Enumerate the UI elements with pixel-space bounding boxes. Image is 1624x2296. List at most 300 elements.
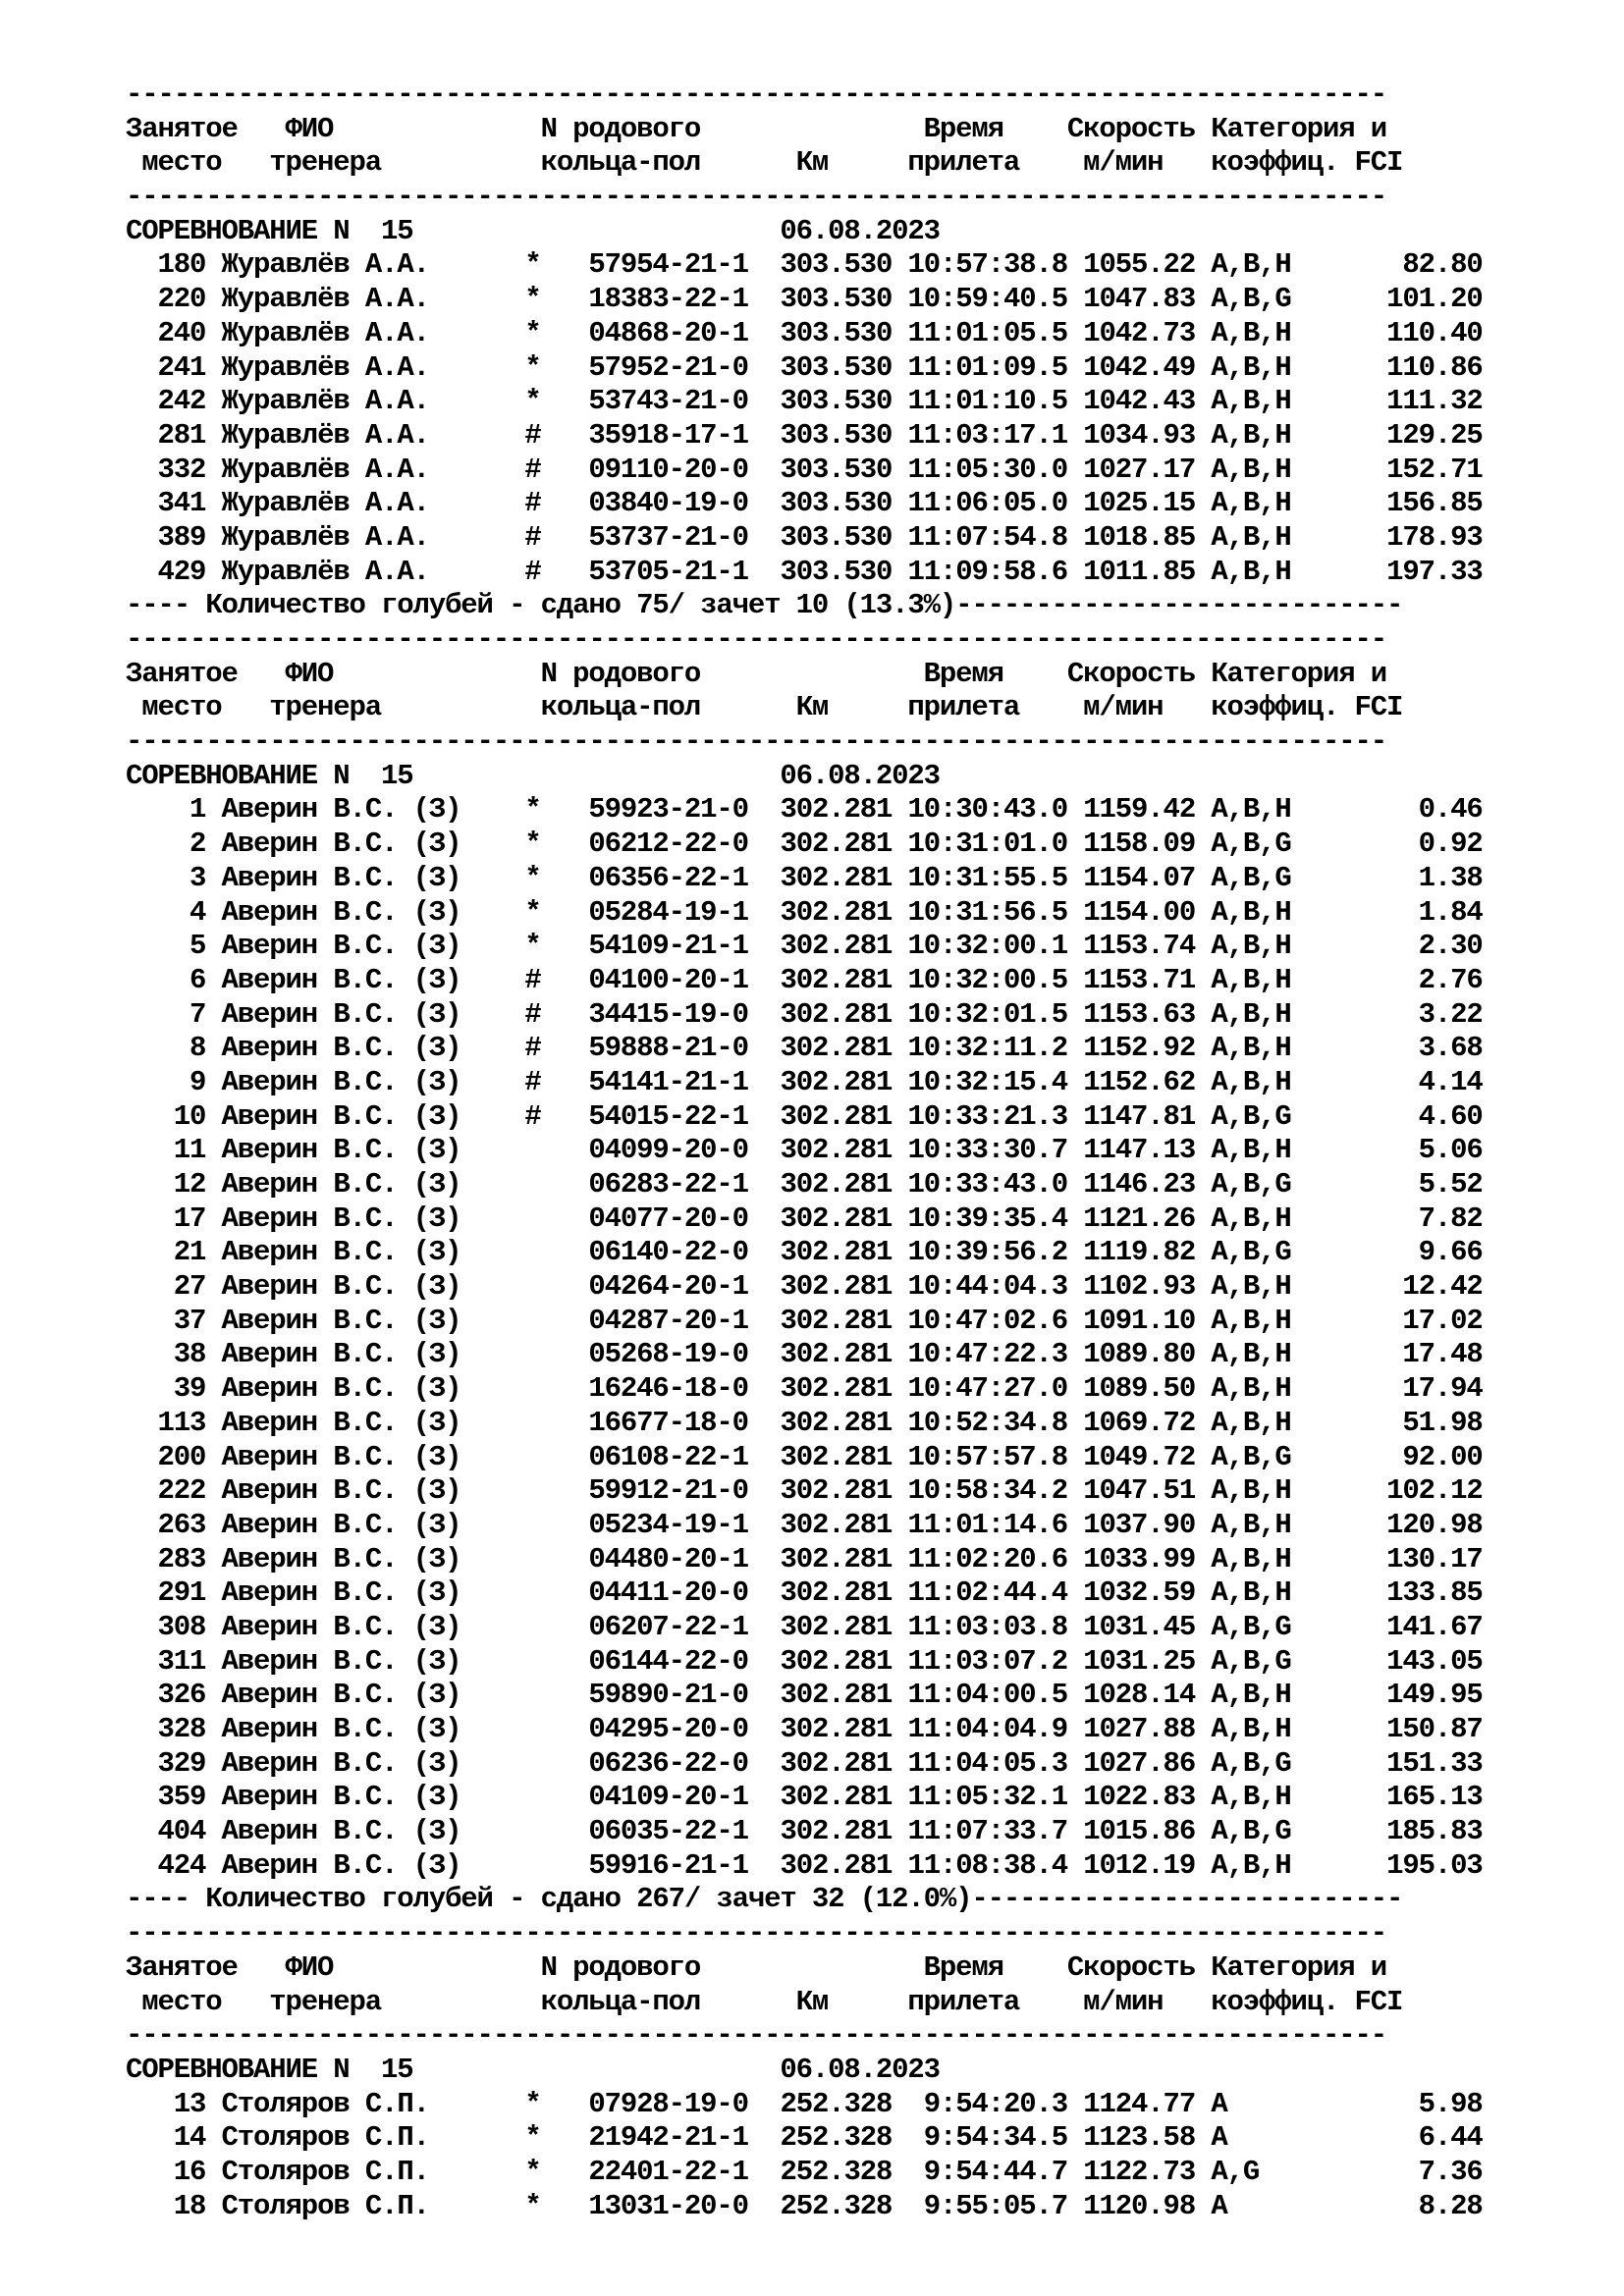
result-row xyxy=(126,828,1598,862)
competition-title: СОРЕВНОВАНИЕ N 15 xyxy=(126,759,413,792)
category-cell: A xyxy=(1211,2189,1307,2222)
trainer-cell: Журавлёв А.А. xyxy=(221,283,510,316)
time-cell: 9:55:05.7 xyxy=(907,2189,1068,2222)
fci-cell: 156.85 xyxy=(1323,487,1483,520)
fci-cell: 110.40 xyxy=(1323,316,1483,349)
km-cell: 303.530 xyxy=(780,487,893,520)
category-cell: A,B,H xyxy=(1211,963,1307,996)
time-cell: 10:32:00.5 xyxy=(907,963,1068,996)
category-cell: A,B,G xyxy=(1211,283,1307,316)
ring-cell: 05268-19-0 xyxy=(588,1338,748,1371)
ring-cell: 04868-20-1 xyxy=(588,316,748,349)
speed-cell: 1027.88 xyxy=(1083,1713,1196,1745)
ring-cell: 06108-22-1 xyxy=(588,1440,748,1473)
mark-cell xyxy=(524,1407,540,1439)
km-cell: 302.281 xyxy=(780,1610,893,1643)
ring-cell: 09110-20-0 xyxy=(588,453,748,486)
separator-line: ------------------------------------------------------------------------------- xyxy=(126,623,1386,656)
category-cell: A,B,G xyxy=(1211,1746,1307,1780)
km-cell: 302.281 xyxy=(780,1746,893,1780)
ring-cell: 16246-18-0 xyxy=(588,1372,748,1406)
category-cell: A,B,H xyxy=(1211,1134,1307,1167)
fci-cell: 133.85 xyxy=(1323,1576,1483,1610)
result-row xyxy=(126,1236,1598,1270)
time-cell: 11:03:07.2 xyxy=(907,1644,1068,1678)
result-row xyxy=(126,1372,1598,1407)
trainer-cell: Аверин В.С. (З) xyxy=(221,1713,510,1745)
speed-cell: 1153.71 xyxy=(1083,963,1196,996)
category-cell: A,B,H xyxy=(1211,1781,1307,1814)
place-cell: 389 xyxy=(141,520,206,554)
result-row xyxy=(126,896,1598,931)
place-cell: 5 xyxy=(141,930,206,963)
fci-cell: 12.42 xyxy=(1323,1270,1483,1304)
mark-cell: * xyxy=(524,2155,541,2188)
trainer-cell: Аверин В.С. (З) xyxy=(221,1304,510,1337)
trainer-cell: Журавлёв А.А. xyxy=(221,248,510,282)
trainer-cell: Аверин В.С. (З) xyxy=(221,1474,510,1508)
fci-cell: 17.02 xyxy=(1323,1304,1483,1337)
speed-cell: 1034.93 xyxy=(1083,418,1196,452)
time-cell: 11:06:05.0 xyxy=(907,487,1068,520)
km-cell: 302.281 xyxy=(780,1474,893,1508)
trainer-cell: Столяров С.П. xyxy=(221,2087,510,2120)
speed-cell: 1089.50 xyxy=(1083,1372,1196,1406)
speed-cell: 1042.49 xyxy=(1083,350,1196,384)
place-cell: 113 xyxy=(141,1406,206,1439)
header-line-1: Занятое ФИО N родового Время Скорость Категория и xyxy=(126,1950,1386,1984)
km-cell: 302.281 xyxy=(780,1406,893,1439)
time-cell: 11:01:10.5 xyxy=(907,385,1068,418)
time-cell: 10:52:34.8 xyxy=(907,1406,1068,1439)
mark-cell xyxy=(524,1236,540,1268)
category-cell: A,B,H xyxy=(1211,930,1307,963)
result-row xyxy=(126,1679,1598,1713)
fci-cell: 4.14 xyxy=(1323,1065,1483,1098)
summary-line: ---- Количество голубей - сдано 75/ зачет 10 (13.3%)---------------------------- xyxy=(126,589,1403,622)
result-row xyxy=(126,1338,1598,1372)
result-row xyxy=(126,2088,1598,2122)
category-cell: A,B,H xyxy=(1211,1542,1307,1575)
time-cell: 10:47:27.0 xyxy=(907,1372,1068,1406)
mark-cell: * xyxy=(524,283,541,316)
separator-line: ------------------------------------------------------------------------------- xyxy=(126,1917,1386,1950)
result-row xyxy=(126,317,1598,351)
result-row xyxy=(126,862,1598,896)
category-cell: A,G xyxy=(1211,2155,1307,2188)
speed-cell: 1159.42 xyxy=(1083,793,1196,827)
ring-cell: 22401-22-1 xyxy=(588,2155,748,2188)
fci-cell: 0.92 xyxy=(1323,828,1483,861)
trainer-cell: Столяров С.П. xyxy=(221,2189,510,2222)
place-cell: 200 xyxy=(141,1440,206,1473)
ring-cell: 04480-20-1 xyxy=(588,1542,748,1575)
competition-title-line xyxy=(126,760,1598,794)
trainer-cell: Аверин В.С. (З) xyxy=(221,793,510,827)
result-row xyxy=(126,1168,1598,1202)
km-cell: 303.530 xyxy=(780,555,893,588)
time-cell: 10:31:56.5 xyxy=(907,895,1068,929)
mark-cell: * xyxy=(524,2087,541,2120)
ring-cell: 34415-19-0 xyxy=(588,997,748,1031)
km-cell: 302.281 xyxy=(780,828,893,861)
ring-cell: 04295-20-0 xyxy=(588,1713,748,1745)
time-cell: 11:01:05.5 xyxy=(907,316,1068,349)
ring-cell: 06207-22-1 xyxy=(588,1610,748,1643)
place-cell: 39 xyxy=(141,1372,206,1406)
category-cell: A xyxy=(1211,2121,1307,2155)
result-row xyxy=(126,998,1598,1033)
time-cell: 11:08:38.4 xyxy=(907,1848,1068,1882)
km-cell: 303.530 xyxy=(780,453,893,486)
time-cell: 10:44:04.3 xyxy=(907,1270,1068,1304)
summary-line: ---- Количество голубей - сдано 267/ зачет 32 (12.0%)--------------------------- xyxy=(126,1883,1403,1916)
mark-cell xyxy=(524,1134,540,1166)
place-cell: 281 xyxy=(141,418,206,452)
mark-cell xyxy=(524,1679,540,1711)
km-cell: 302.281 xyxy=(780,895,893,929)
ring-cell: 07928-19-0 xyxy=(588,2087,748,2120)
result-row xyxy=(126,1032,1598,1066)
place-cell: 27 xyxy=(141,1270,206,1304)
speed-cell: 1154.00 xyxy=(1083,895,1196,929)
speed-cell: 1153.74 xyxy=(1083,930,1196,963)
category-cell: A,B,H xyxy=(1211,1372,1307,1406)
result-row xyxy=(126,2156,1598,2190)
place-cell: 14 xyxy=(141,2121,206,2155)
trainer-cell: Столяров С.П. xyxy=(221,2121,510,2155)
result-row xyxy=(126,521,1598,556)
speed-cell: 1032.59 xyxy=(1083,1576,1196,1610)
speed-cell: 1089.80 xyxy=(1083,1338,1196,1371)
category-cell: A,B,H xyxy=(1211,453,1307,486)
ring-cell: 57954-21-1 xyxy=(588,248,748,282)
ring-cell: 06212-22-0 xyxy=(588,828,748,861)
fci-cell: 6.44 xyxy=(1323,2121,1483,2155)
km-cell: 302.281 xyxy=(780,1848,893,1882)
place-cell: 13 xyxy=(141,2087,206,2120)
speed-cell: 1025.15 xyxy=(1083,487,1196,520)
ring-cell: 13031-20-0 xyxy=(588,2189,748,2222)
speed-cell: 1102.93 xyxy=(1083,1270,1196,1304)
km-cell: 302.281 xyxy=(780,1644,893,1678)
category-cell: A,B,H xyxy=(1211,1474,1307,1508)
competition-date: 06.08.2023 xyxy=(780,759,940,792)
speed-cell: 1153.63 xyxy=(1083,997,1196,1031)
ring-cell: 04411-20-0 xyxy=(588,1576,748,1610)
place-cell: 1 xyxy=(141,793,206,827)
category-cell: A,B,H xyxy=(1211,1576,1307,1610)
fci-cell: 141.67 xyxy=(1323,1610,1483,1643)
ring-cell: 54015-22-1 xyxy=(588,1099,748,1133)
fci-cell: 120.98 xyxy=(1323,1508,1483,1541)
fci-cell: 2.76 xyxy=(1323,963,1483,996)
ring-cell: 54141-21-1 xyxy=(588,1065,748,1098)
place-cell: 326 xyxy=(141,1679,206,1712)
trainer-cell: Аверин В.С. (З) xyxy=(221,1542,510,1575)
ring-cell: 54109-21-1 xyxy=(588,930,748,963)
mark-cell xyxy=(524,1338,540,1370)
km-cell: 302.281 xyxy=(780,1099,893,1133)
category-cell: A,B,H xyxy=(1211,385,1307,418)
mark-cell xyxy=(524,1509,540,1541)
place-cell: 242 xyxy=(141,385,206,418)
fci-cell: 197.33 xyxy=(1323,555,1483,588)
category-cell: A,B,H xyxy=(1211,316,1307,349)
result-row xyxy=(126,1305,1598,1339)
fci-cell: 143.05 xyxy=(1323,1644,1483,1678)
time-cell: 10:47:02.6 xyxy=(907,1304,1068,1337)
category-cell: A,B,G xyxy=(1211,828,1307,861)
km-cell: 302.281 xyxy=(780,1440,893,1473)
time-cell: 10:59:40.5 xyxy=(907,283,1068,316)
time-cell: 11:02:20.6 xyxy=(907,1542,1068,1575)
fci-cell: 3.22 xyxy=(1323,997,1483,1031)
category-cell: A,B,H xyxy=(1211,1201,1307,1235)
place-cell: 429 xyxy=(141,555,206,588)
mark-cell xyxy=(524,1270,540,1303)
km-cell: 302.281 xyxy=(780,930,893,963)
place-cell: 11 xyxy=(141,1134,206,1167)
ring-cell: 04077-20-0 xyxy=(588,1201,748,1235)
mark-cell: # xyxy=(524,555,541,588)
speed-cell: 1022.83 xyxy=(1083,1781,1196,1814)
trainer-cell: Аверин В.С. (З) xyxy=(221,1781,510,1814)
ring-cell: 59888-21-0 xyxy=(588,1032,748,1065)
time-cell: 10:32:15.4 xyxy=(907,1065,1068,1098)
km-cell: 302.281 xyxy=(780,997,893,1031)
place-cell: 3 xyxy=(141,861,206,894)
ring-cell: 05284-19-1 xyxy=(588,895,748,929)
mark-cell: * xyxy=(524,895,541,929)
result-row xyxy=(126,964,1598,998)
separator-line: ------------------------------------------------------------------------------- xyxy=(126,79,1386,111)
trainer-cell: Аверин В.С. (З) xyxy=(221,1508,510,1541)
category-cell: A,B,H xyxy=(1211,1508,1307,1541)
fci-cell: 8.28 xyxy=(1323,2189,1483,2222)
category-cell: A,B,H xyxy=(1211,1338,1307,1371)
place-cell: 240 xyxy=(141,316,206,349)
result-row xyxy=(126,283,1598,317)
category-cell: A,B,H xyxy=(1211,555,1307,588)
time-cell: 10:32:00.1 xyxy=(907,930,1068,963)
ring-cell: 04264-20-1 xyxy=(588,1270,748,1304)
ring-cell: 04100-20-1 xyxy=(588,963,748,996)
place-cell: 17 xyxy=(141,1201,206,1235)
place-cell: 180 xyxy=(141,248,206,282)
ring-cell: 16677-18-0 xyxy=(588,1406,748,1439)
result-row xyxy=(126,1713,1598,1747)
time-cell: 11:03:03.8 xyxy=(907,1610,1068,1643)
km-cell: 302.281 xyxy=(780,793,893,827)
km-cell: 302.281 xyxy=(780,1304,893,1337)
place-cell: 7 xyxy=(141,997,206,1031)
fci-cell: 9.66 xyxy=(1323,1236,1483,1269)
time-cell: 10:33:21.3 xyxy=(907,1099,1068,1133)
fci-cell: 17.48 xyxy=(1323,1338,1483,1371)
ring-cell: 05234-19-1 xyxy=(588,1508,748,1541)
result-row xyxy=(126,2190,1598,2224)
time-cell: 11:07:33.7 xyxy=(907,1815,1068,1848)
result-row xyxy=(126,793,1598,828)
speed-cell: 1027.17 xyxy=(1083,453,1196,486)
result-row xyxy=(126,1100,1598,1135)
result-row xyxy=(126,930,1598,964)
place-cell: 404 xyxy=(141,1815,206,1848)
km-cell: 252.328 xyxy=(780,2155,893,2188)
mark-cell: * xyxy=(524,930,541,963)
competition-title: СОРЕВНОВАНИЕ N 15 xyxy=(126,2053,413,2086)
trainer-cell: Аверин В.С. (З) xyxy=(221,1270,510,1304)
place-cell: 21 xyxy=(141,1236,206,1269)
speed-cell: 1147.13 xyxy=(1083,1134,1196,1167)
time-cell: 11:04:00.5 xyxy=(907,1679,1068,1712)
fci-cell: 82.80 xyxy=(1323,248,1483,282)
time-cell: 11:01:14.6 xyxy=(907,1508,1068,1541)
competition-date: 06.08.2023 xyxy=(780,214,940,247)
ring-cell: 35918-17-1 xyxy=(588,418,748,452)
place-cell: 16 xyxy=(141,2155,206,2188)
fci-cell: 7.82 xyxy=(1323,1201,1483,1235)
km-cell: 302.281 xyxy=(780,1576,893,1610)
trainer-cell: Аверин В.С. (З) xyxy=(221,997,510,1031)
mark-cell xyxy=(524,1576,540,1609)
speed-cell: 1011.85 xyxy=(1083,555,1196,588)
mark-cell xyxy=(524,1168,540,1201)
fci-cell: 5.52 xyxy=(1323,1168,1483,1201)
header-line-2: место тренера кольца-пол Км прилета м/мин коэффиц. FCI xyxy=(126,691,1403,724)
mark-cell: * xyxy=(524,2121,541,2155)
result-row xyxy=(126,1781,1598,1815)
trainer-cell: Аверин В.С. (З) xyxy=(221,930,510,963)
time-cell: 11:02:44.4 xyxy=(907,1576,1068,1610)
result-row xyxy=(126,1645,1598,1680)
place-cell: 308 xyxy=(141,1610,206,1643)
category-cell: A xyxy=(1211,2087,1307,2120)
ring-cell: 57952-21-0 xyxy=(588,350,748,384)
speed-cell: 1146.23 xyxy=(1083,1168,1196,1201)
km-cell: 302.281 xyxy=(780,1781,893,1814)
trainer-cell: Аверин В.С. (З) xyxy=(221,1201,510,1235)
category-cell: A,B,H xyxy=(1211,793,1307,827)
mark-cell xyxy=(524,1202,540,1235)
place-cell: 10 xyxy=(141,1099,206,1133)
fci-cell: 111.32 xyxy=(1323,385,1483,418)
ring-cell: 04099-20-0 xyxy=(588,1134,748,1167)
result-row xyxy=(126,1509,1598,1543)
speed-cell: 1042.73 xyxy=(1083,316,1196,349)
place-cell: 37 xyxy=(141,1304,206,1337)
result-row xyxy=(126,1747,1598,1782)
km-cell: 303.530 xyxy=(780,350,893,384)
result-row xyxy=(126,1441,1598,1475)
speed-cell: 1015.86 xyxy=(1083,1815,1196,1848)
competition-date: 06.08.2023 xyxy=(780,2053,940,2086)
result-row xyxy=(126,351,1598,386)
trainer-cell: Журавлёв А.А. xyxy=(221,418,510,452)
speed-cell: 1033.99 xyxy=(1083,1542,1196,1575)
category-cell: A,B,G xyxy=(1211,1815,1307,1848)
trainer-cell: Аверин В.С. (З) xyxy=(221,1032,510,1065)
km-cell: 303.530 xyxy=(780,418,893,452)
category-cell: A,B,G xyxy=(1211,861,1307,894)
speed-cell: 1154.07 xyxy=(1083,861,1196,894)
mark-cell xyxy=(524,1747,540,1780)
category-cell: A,B,H xyxy=(1211,350,1307,384)
place-cell: 38 xyxy=(141,1338,206,1371)
mark-cell: # xyxy=(524,963,541,996)
trainer-cell: Журавлёв А.А. xyxy=(221,453,510,486)
time-cell: 10:39:35.4 xyxy=(907,1201,1068,1235)
speed-cell: 1119.82 xyxy=(1083,1236,1196,1269)
mark-cell xyxy=(524,1713,540,1745)
category-cell: A,B,H xyxy=(1211,1065,1307,1098)
km-cell: 252.328 xyxy=(780,2087,893,2120)
ring-cell: 59923-21-0 xyxy=(588,793,748,827)
mark-cell xyxy=(524,1611,540,1643)
result-row xyxy=(126,1849,1598,1884)
trainer-cell: Журавлёв А.А. xyxy=(221,350,510,384)
time-cell: 10:57:57.8 xyxy=(907,1440,1068,1473)
fci-cell: 1.84 xyxy=(1323,895,1483,929)
ring-cell: 53737-21-0 xyxy=(588,520,748,554)
fci-cell: 185.83 xyxy=(1323,1815,1483,1848)
result-row xyxy=(126,1543,1598,1577)
ring-cell: 59916-21-1 xyxy=(588,1848,748,1882)
km-cell: 302.281 xyxy=(780,1032,893,1065)
time-cell: 11:03:17.1 xyxy=(907,418,1068,452)
ring-cell: 03840-19-0 xyxy=(588,487,748,520)
category-cell: A,B,H xyxy=(1211,1406,1307,1439)
trainer-cell: Аверин В.С. (З) xyxy=(221,1644,510,1678)
mark-cell: # xyxy=(524,1065,541,1098)
fci-cell: 178.93 xyxy=(1323,520,1483,554)
trainer-cell: Аверин В.С. (З) xyxy=(221,1746,510,1780)
trainer-cell: Журавлёв А.А. xyxy=(221,555,510,588)
trainer-cell: Журавлёв А.А. xyxy=(221,316,510,349)
trainer-cell: Аверин В.С. (З) xyxy=(221,963,510,996)
mark-cell: # xyxy=(524,520,541,554)
time-cell: 9:54:34.5 xyxy=(907,2121,1068,2155)
trainer-cell: Аверин В.С. (З) xyxy=(221,1815,510,1848)
mark-cell xyxy=(524,1372,540,1405)
competition-title: СОРЕВНОВАНИЕ N 15 xyxy=(126,214,413,247)
ring-cell: 53743-21-0 xyxy=(588,385,748,418)
speed-cell: 1037.90 xyxy=(1083,1508,1196,1541)
speed-cell: 1028.14 xyxy=(1083,1679,1196,1712)
place-cell: 341 xyxy=(141,487,206,520)
mark-cell xyxy=(524,1474,540,1507)
ring-cell: 04109-20-1 xyxy=(588,1781,748,1814)
time-cell: 11:04:04.9 xyxy=(907,1713,1068,1745)
place-cell: 222 xyxy=(141,1474,206,1508)
place-cell: 4 xyxy=(141,895,206,929)
km-cell: 302.281 xyxy=(780,1168,893,1201)
km-cell: 302.281 xyxy=(780,1236,893,1269)
mark-cell: # xyxy=(524,1099,541,1133)
competition-title-line xyxy=(126,2054,1598,2088)
time-cell: 10:32:01.5 xyxy=(907,997,1068,1031)
place-cell: 9 xyxy=(141,1065,206,1098)
time-cell: 11:01:09.5 xyxy=(907,350,1068,384)
trainer-cell: Аверин В.С. (З) xyxy=(221,1679,510,1712)
speed-cell: 1031.25 xyxy=(1083,1644,1196,1678)
km-cell: 302.281 xyxy=(780,963,893,996)
ring-cell: 06356-22-1 xyxy=(588,861,748,894)
km-cell: 302.281 xyxy=(780,1372,893,1406)
speed-cell: 1091.10 xyxy=(1083,1304,1196,1337)
fci-cell: 101.20 xyxy=(1323,283,1483,316)
